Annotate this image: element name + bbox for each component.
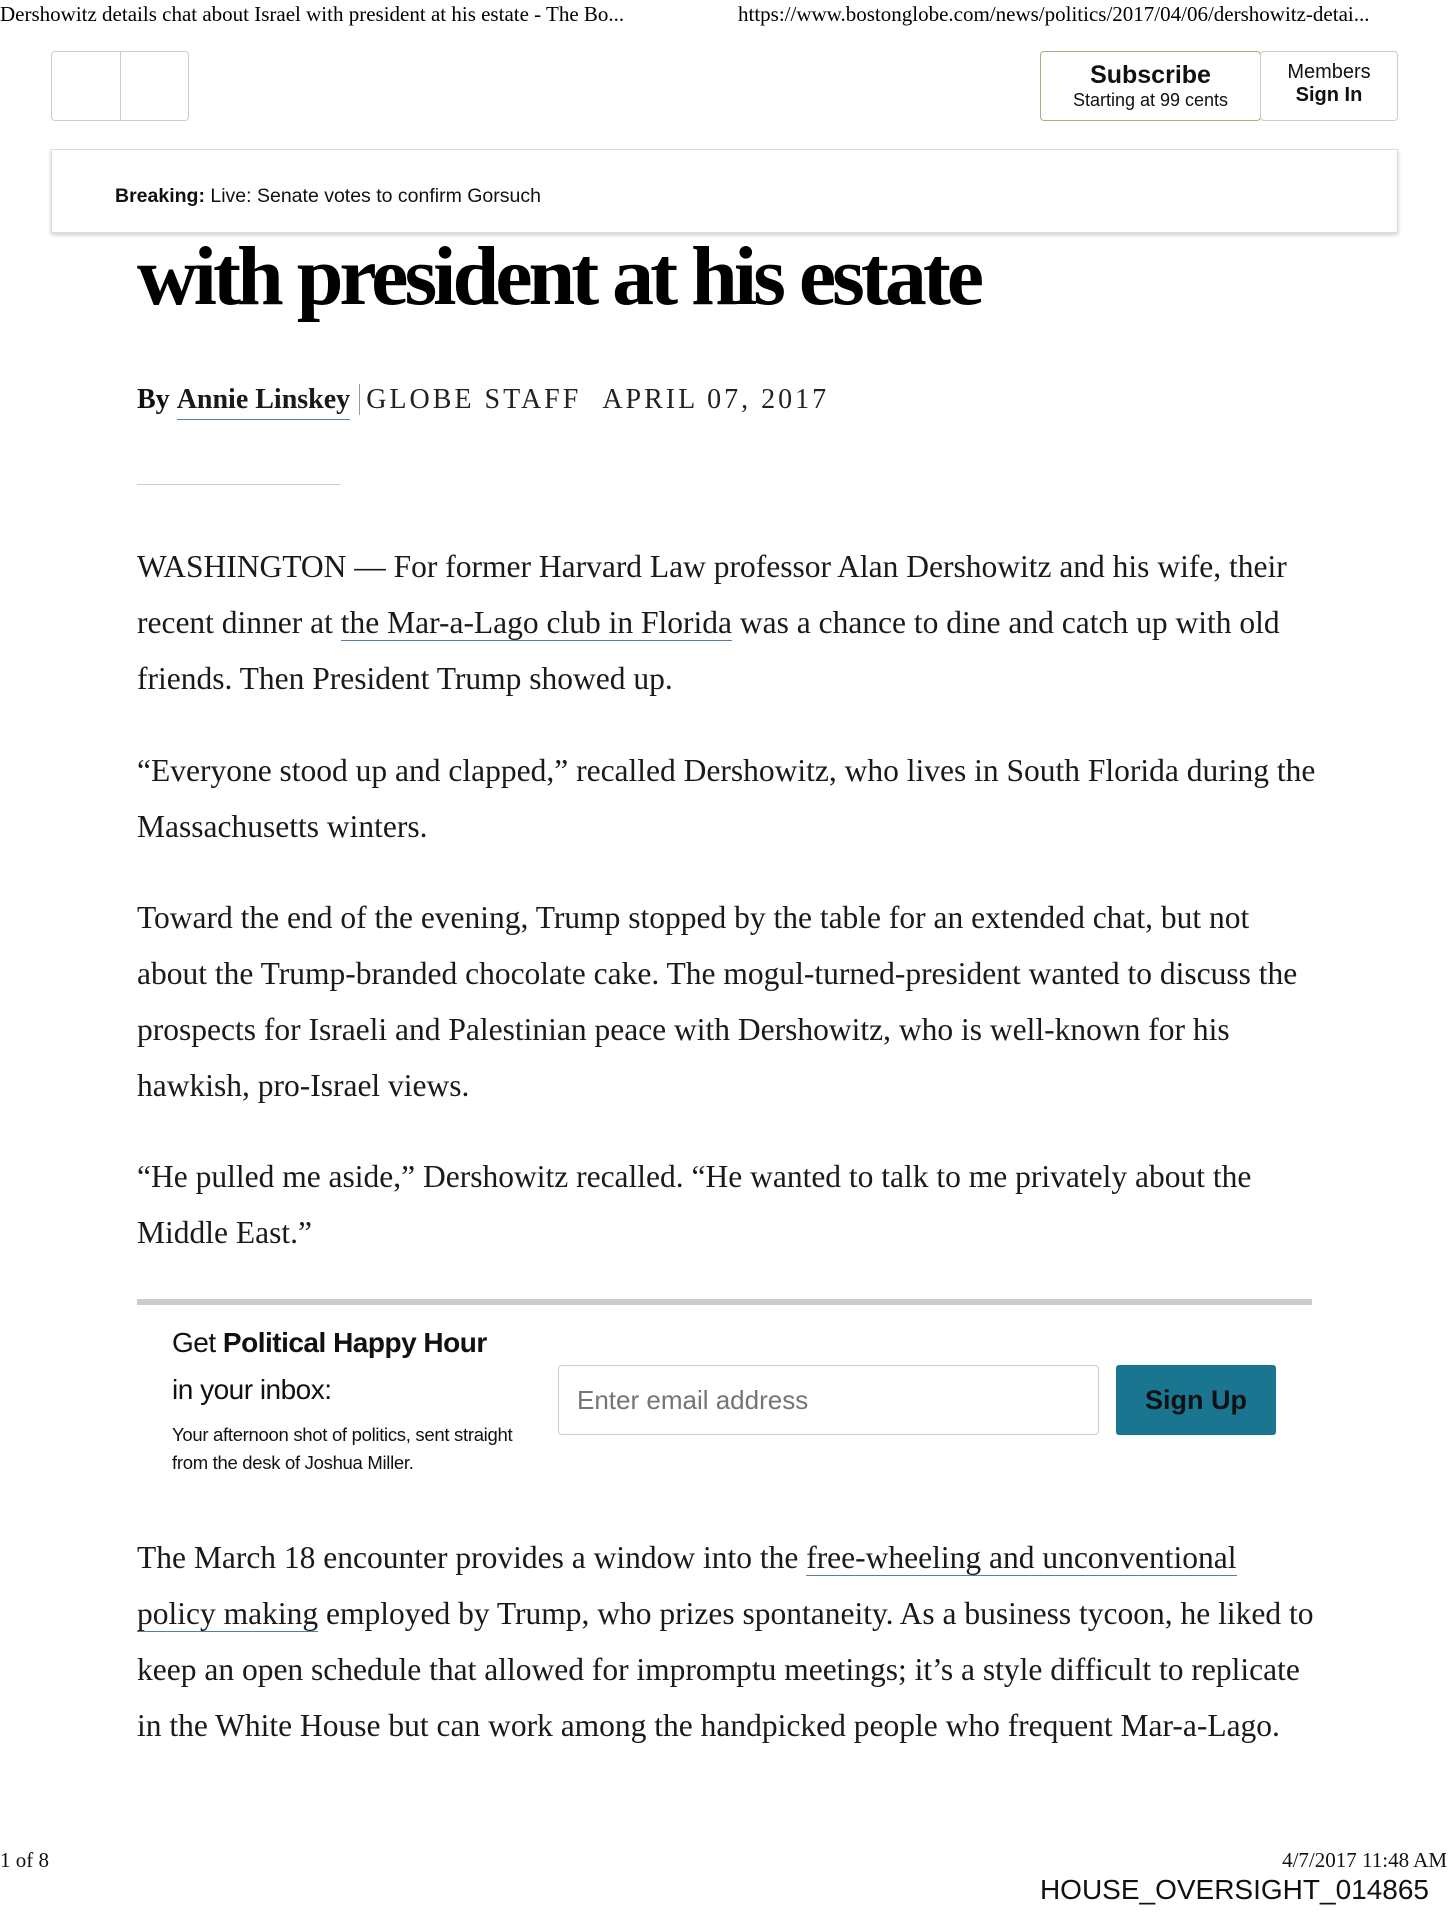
paragraph-5 (137, 1530, 1317, 1754)
newsletter-inbox: in your inbox: (172, 1374, 332, 1405)
subscribe-price: Starting at 99 cents (1072, 90, 1229, 110)
newsletter-description: Your afternoon shot of politics, sent straight from the desk of Joshua Miller. (172, 1424, 513, 1473)
newsletter-title: Get Political Happy Hour (172, 1327, 487, 1358)
paragraph-3: Toward the end of the evening, Trump stopped by the table for an extended chat, but not about the Trump-branded chocolate cake. The mogul-turned-president wanted to discuss the prospects for Israeli and Palestinian peace with Dershowitz, who is well-known for his hawkish, pro-Israel views. (137, 900, 1298, 1103)
page-number: 1 of 8 (0, 1848, 49, 1872)
print-page-url: https://www.bostonglobe.com/news/politics/2017/04/06/dershowitz-detai... (738, 2, 1370, 26)
byline (137, 384, 829, 416)
newsletter-divider (137, 1299, 1312, 1305)
menu-buttons (51, 51, 189, 121)
byline-by: By (137, 384, 170, 415)
email-input[interactable] (558, 1365, 1099, 1435)
text: WASHINGTON — For former Harvard Law professor Alan Dershowitz and his wife, their recent dinner at (137, 549, 1287, 640)
menu-button[interactable] (52, 52, 121, 120)
text: was a chance to dine and catch up with old friends. Then President Trump showed up. (137, 605, 1280, 696)
print-datetime: 4/7/2017 11:48 AM (1282, 1848, 1447, 1872)
sign-in-button[interactable] (1260, 51, 1398, 121)
author-link[interactable]: Annie Linskey (177, 384, 351, 420)
bates-number: HOUSE_OVERSIGHT_014865 (1039, 1874, 1429, 1905)
paragraph-4: “He pulled me aside,” Dershowitz recalled. “He wanted to talk to me privately about the Middle East.” (137, 1159, 1252, 1250)
members-label: Members (1287, 61, 1371, 83)
sign-in-label: Sign In (1295, 84, 1363, 106)
breaking-news-banner[interactable] (51, 149, 1398, 233)
breaking-text[interactable]: Live: Senate votes to confirm Gorsuch (210, 185, 541, 207)
policy-making-link[interactable]: free-wheeling and unconventional policy making (137, 1540, 1237, 1631)
subscribe-button[interactable] (1040, 51, 1261, 121)
subscribe-label: Subscribe (1090, 61, 1211, 89)
paragraph-2: “Everyone stood up and clapped,” recalled Dershowitz, who lives in South Florida during the Massachusetts winters. (137, 753, 1316, 844)
byline-divider (137, 484, 340, 485)
mar-a-lago-link[interactable]: the Mar-a-Lago club in Florida (340, 605, 733, 640)
search-button[interactable] (121, 52, 188, 120)
paragraph-1 (137, 539, 1317, 707)
text: The March 18 encounter provides a window into the (137, 1540, 807, 1575)
byline-staff: GLOBE STAFF (359, 384, 581, 415)
print-page-title: Dershowitz details chat about Israel with president at his estate - The Bo... (0, 2, 625, 26)
sign-up-button[interactable]: Sign Up (1116, 1365, 1276, 1435)
text: employed by Trump, who prizes spontaneity. As a business tycoon, he liked to keep an open schedule that allowed for impromptu meetings; it’s a style difficult to replicate in the White House but can work among the handpicked people who frequent Mar-a-Lago. (137, 1596, 1314, 1743)
breaking-label: Breaking: (115, 185, 205, 207)
headline: with president at his estate (137, 230, 981, 323)
byline-date: APRIL 07, 2017 (602, 384, 830, 415)
